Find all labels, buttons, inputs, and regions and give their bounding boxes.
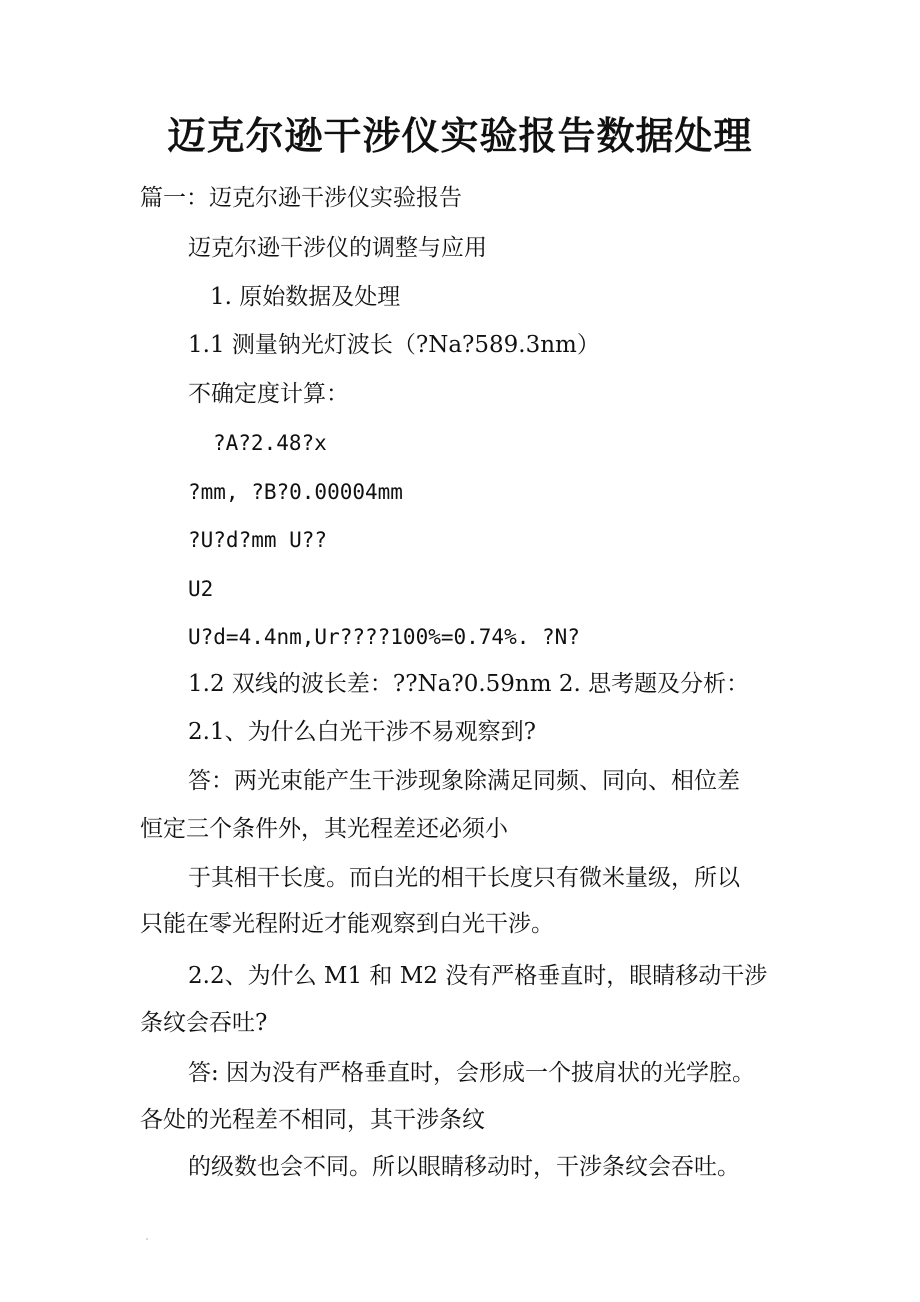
- answer-line: 答: 因为没有严格垂直时，会形成一个披肩状的光学腔。: [188, 1060, 756, 1086]
- formula-line: ?A?2.48?x: [213, 431, 327, 455]
- formula-line: ?U?d?mm U??: [188, 528, 328, 552]
- question-heading: 2.2、为什么 M1 和 M2 没有严格垂直时，眼睛移动干涉: [188, 963, 768, 989]
- document-title: 迈克尔逊干涉仪实验报告数据处理: [167, 113, 753, 158]
- formula-line: U?d=4.4nm,Ur????100%=0.74%. ?N?: [188, 625, 580, 649]
- formula-line: ?mm, ?B?0.00004mm: [188, 480, 403, 504]
- question-heading: 条纹会吞吐?: [140, 1010, 268, 1036]
- answer-line: 恒定三个条件外，其光程差还必须小: [140, 816, 508, 842]
- formula-line: U2: [188, 577, 214, 601]
- answer-line: 答：两光束能产生干涉现象除满足同频、同向、相位差: [188, 768, 740, 794]
- subsection-heading: 1.2 双线的波长差：??Na?0.59nm 2. 思考题及分析：: [188, 671, 750, 697]
- question-heading: 2.1、为什么白光干涉不易观察到?: [188, 719, 536, 745]
- answer-line: 各处的光程差不相同，其干涉条纹: [140, 1107, 485, 1133]
- numbered-heading: 1. 原始数据及处理: [210, 284, 401, 310]
- scan-speck: [146, 1238, 148, 1240]
- answer-line: 的级数也会不同。所以眼睛移动时，干涉条纹会吞吐。: [188, 1154, 740, 1180]
- answer-line: 于其相干长度。而白光的相干长度只有微米量级，所以: [188, 865, 740, 891]
- answer-line: 只能在零光程附近才能观察到白光干涉。: [140, 911, 554, 937]
- subsection-heading: 1.1 测量钠光灯波长（?Na?589.3nm）: [188, 332, 600, 358]
- section-heading: 篇一：迈克尔逊干涉仪实验报告: [140, 185, 462, 211]
- text-line: 不确定度计算：: [188, 381, 349, 407]
- report-subtitle: 迈克尔逊干涉仪的调整与应用: [188, 235, 487, 261]
